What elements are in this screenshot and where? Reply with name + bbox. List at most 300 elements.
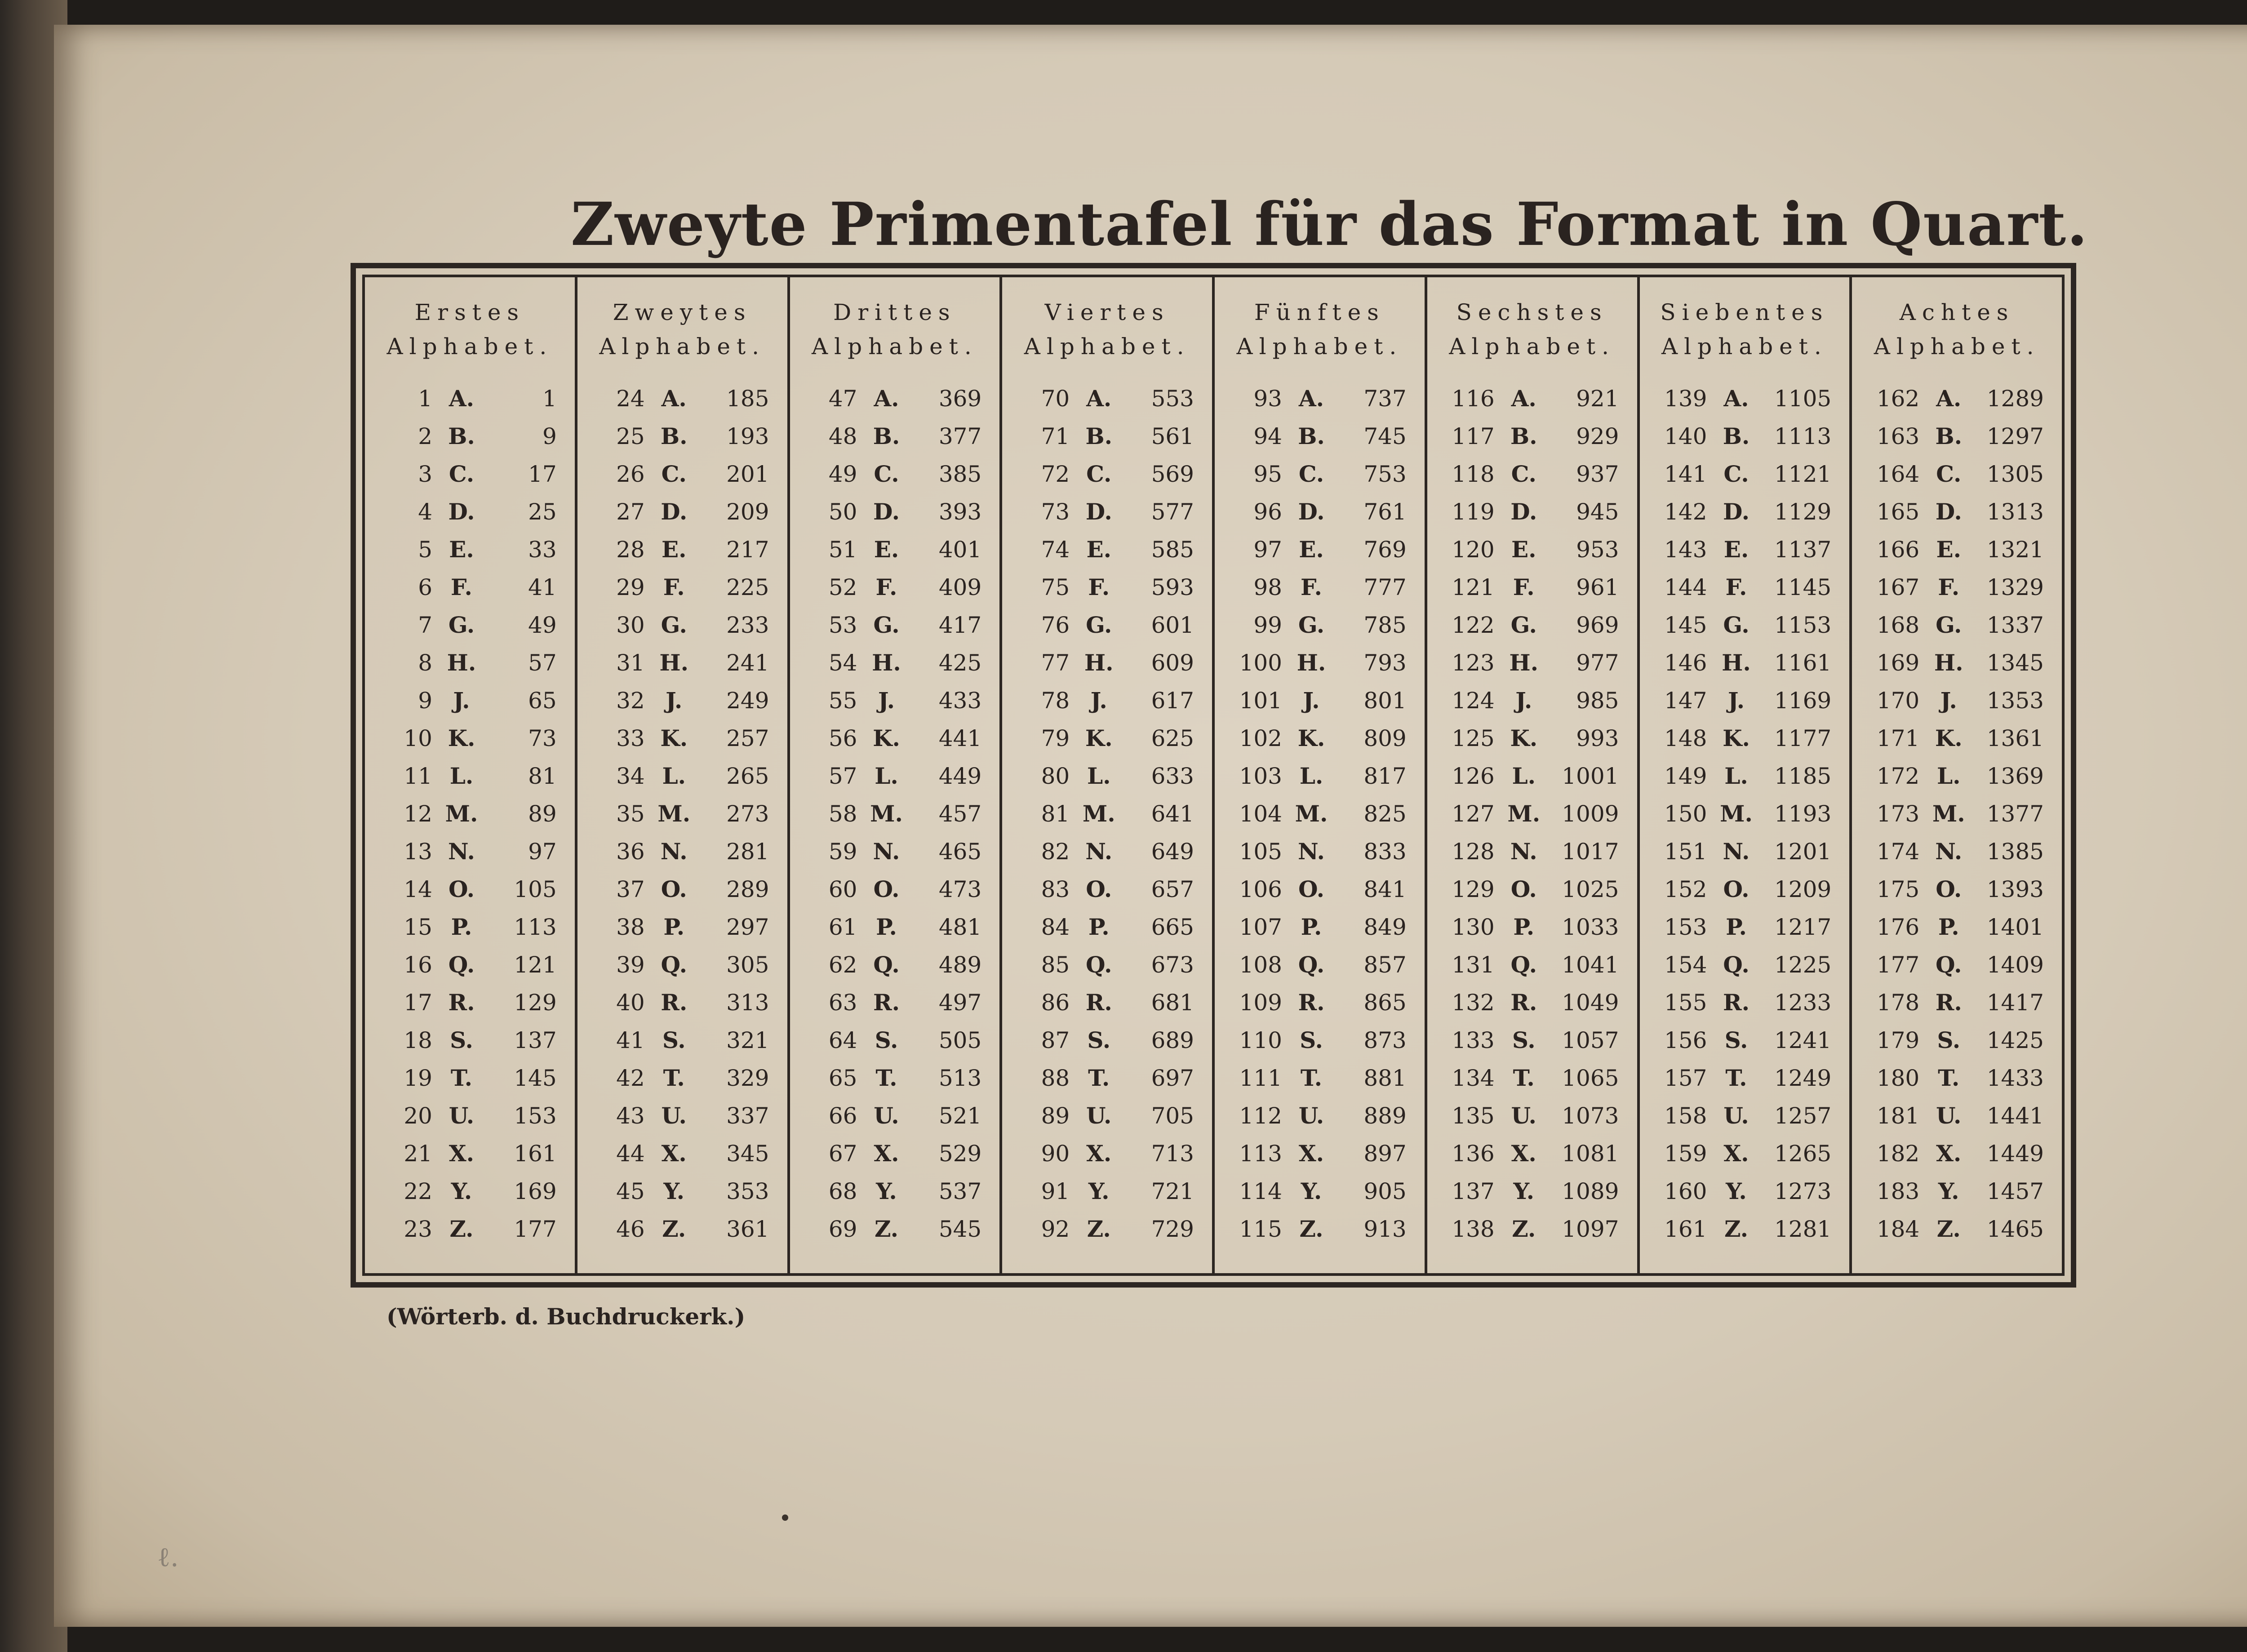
row-letter: J.	[453, 687, 470, 714]
table-row	[1427, 461, 1637, 498]
column-header	[1427, 295, 1637, 385]
column-header-ordinal: Viertes	[1044, 299, 1170, 325]
row-number: 51	[828, 537, 857, 563]
row-number: 55	[828, 688, 857, 714]
row-number: 36	[616, 839, 645, 865]
row-value: 361	[726, 1216, 769, 1242]
row-value: 153	[514, 1103, 557, 1129]
table-row	[790, 423, 1000, 461]
row-number: 153	[1664, 914, 1707, 940]
row-value: 633	[1151, 763, 1194, 789]
table-row	[1002, 725, 1212, 763]
row-letter: A.	[1086, 385, 1112, 412]
row-number: 128	[1452, 839, 1495, 865]
table-row	[1002, 1065, 1212, 1102]
row-letter: U.	[1086, 1102, 1112, 1129]
row-letter: A.	[661, 385, 687, 412]
row-letter: C.	[1511, 461, 1536, 487]
column-header-alphabet: Alphabet.	[1874, 333, 2040, 360]
row-letter: O.	[873, 876, 900, 902]
row-number: 11	[404, 763, 432, 789]
row-number: 86	[1041, 990, 1070, 1016]
table-row	[1640, 1102, 1850, 1140]
row-letter: N.	[873, 838, 900, 865]
row-number: 12	[404, 801, 432, 827]
row-value: 617	[1151, 688, 1194, 714]
row-value: 969	[1576, 612, 1619, 638]
row-letter: N.	[1510, 838, 1537, 865]
row-letter: T.	[1938, 1065, 1960, 1091]
table-row	[1852, 1178, 2062, 1216]
row-value: 945	[1576, 499, 1619, 525]
row-value: 473	[938, 876, 982, 902]
row-number: 161	[1664, 1216, 1707, 1242]
row-number: 16	[404, 952, 432, 978]
row-value: 1265	[1774, 1141, 1832, 1167]
row-number: 137	[1452, 1178, 1495, 1204]
table-row	[1215, 876, 1425, 914]
row-value: 353	[726, 1178, 769, 1204]
row-value: 1465	[1986, 1216, 2044, 1242]
row-value: 1145	[1774, 574, 1832, 600]
table-row	[1215, 725, 1425, 763]
row-letter: Z.	[1512, 1216, 1536, 1242]
row-number: 113	[1239, 1141, 1282, 1167]
table-row	[365, 1027, 575, 1065]
row-number: 54	[828, 650, 857, 676]
table-row	[1640, 800, 1850, 838]
row-value: 865	[1363, 990, 1407, 1016]
row-number: 120	[1452, 537, 1495, 563]
row-value: 1009	[1562, 801, 1619, 827]
table-row	[790, 838, 1000, 876]
row-number: 159	[1664, 1141, 1707, 1167]
row-number: 41	[616, 1027, 645, 1053]
alphabet-column	[577, 277, 790, 1273]
row-letter: Z.	[1724, 1216, 1749, 1242]
row-letter: D.	[661, 498, 688, 525]
row-number: 101	[1239, 688, 1282, 714]
table-row	[577, 536, 787, 574]
row-value: 1081	[1562, 1141, 1619, 1167]
row-letter: A.	[874, 385, 899, 412]
row-value: 97	[528, 839, 557, 865]
row-number: 69	[828, 1216, 857, 1242]
table-row	[1427, 876, 1637, 914]
row-letter: Y.	[876, 1178, 897, 1204]
row-number: 34	[616, 763, 645, 789]
table-row	[1002, 461, 1212, 498]
table-row	[577, 951, 787, 989]
row-number: 29	[616, 574, 645, 600]
row-letter: F.	[1513, 574, 1535, 600]
row-number: 32	[616, 688, 645, 714]
row-letter: H.	[1934, 649, 1963, 676]
row-number: 19	[404, 1065, 432, 1091]
row-number: 87	[1041, 1027, 1070, 1053]
table-row	[577, 1065, 787, 1102]
page-title: Zweyte Primentafel für das Format in Quart.	[571, 190, 2089, 259]
row-letter: J.	[1090, 687, 1107, 714]
row-value: 873	[1363, 1027, 1407, 1053]
row-number: 136	[1452, 1141, 1495, 1167]
row-number: 53	[828, 612, 857, 638]
table-row	[790, 687, 1000, 725]
table-row	[1640, 612, 1850, 649]
row-letter: J.	[1940, 687, 1957, 714]
row-number: 89	[1041, 1103, 1070, 1129]
row-value: 345	[726, 1141, 769, 1167]
row-number: 121	[1452, 574, 1495, 600]
row-letter: L.	[1936, 763, 1961, 789]
row-number: 138	[1452, 1216, 1495, 1242]
row-letter: M.	[445, 800, 478, 827]
column-header-alphabet: Alphabet.	[599, 333, 765, 360]
row-number: 126	[1452, 763, 1495, 789]
row-value: 1065	[1562, 1065, 1619, 1091]
row-letter: X.	[449, 1140, 475, 1167]
row-value: 681	[1151, 990, 1194, 1016]
row-number: 118	[1452, 461, 1495, 487]
row-value: 897	[1363, 1141, 1407, 1167]
row-number: 81	[1041, 801, 1070, 827]
row-letter: L.	[1512, 763, 1536, 789]
row-letter: U.	[874, 1102, 899, 1129]
row-letter: L.	[1299, 763, 1323, 789]
table-row	[1852, 1140, 2062, 1178]
alphabet-column	[1215, 277, 1427, 1273]
row-number: 2	[418, 423, 432, 449]
row-letter: R.	[448, 989, 475, 1016]
table-row	[577, 1027, 787, 1065]
row-number: 42	[616, 1065, 645, 1091]
row-value: 1241	[1774, 1027, 1832, 1053]
row-number: 30	[616, 612, 645, 638]
alphabet-column	[790, 277, 1003, 1273]
row-letter: B.	[1298, 423, 1325, 449]
row-letter: J.	[878, 687, 895, 714]
table-row	[1215, 461, 1425, 498]
row-number: 80	[1041, 763, 1070, 789]
row-letter: D.	[1085, 498, 1112, 525]
table-row	[1852, 687, 2062, 725]
table-row	[577, 574, 787, 612]
row-number: 135	[1452, 1103, 1495, 1129]
table-row	[365, 951, 575, 989]
row-letter: X.	[1298, 1140, 1324, 1167]
row-value: 721	[1151, 1178, 1194, 1204]
table-row	[1427, 536, 1637, 574]
row-letter: X.	[874, 1140, 899, 1167]
table-row	[1215, 536, 1425, 574]
row-number: 14	[404, 876, 432, 902]
table-row	[1002, 989, 1212, 1027]
row-value: 481	[938, 914, 982, 940]
row-number: 167	[1876, 574, 1920, 600]
row-value: 105	[514, 876, 557, 902]
row-number: 116	[1452, 386, 1495, 412]
row-letter: O.	[1510, 876, 1537, 902]
row-value: 225	[726, 574, 769, 600]
row-letter: G.	[1298, 612, 1325, 638]
table-row	[790, 763, 1000, 800]
row-letter: J.	[1727, 687, 1745, 714]
table-row	[790, 1216, 1000, 1253]
row-letter: K.	[448, 725, 475, 751]
table-row	[790, 612, 1000, 649]
row-letter: Y.	[1088, 1178, 1110, 1204]
table-row	[577, 649, 787, 687]
row-number: 40	[616, 990, 645, 1016]
table-row	[365, 1178, 575, 1216]
row-number: 148	[1664, 725, 1707, 751]
row-letter: G.	[448, 612, 475, 638]
table-row	[1640, 385, 1850, 423]
table-row	[1427, 574, 1637, 612]
row-number: 84	[1041, 914, 1070, 940]
row-number: 5	[418, 537, 432, 563]
table-row	[1427, 687, 1637, 725]
row-number: 124	[1452, 688, 1495, 714]
row-letter: H.	[447, 649, 476, 676]
table-row	[1852, 649, 2062, 687]
row-letter: L.	[449, 763, 474, 789]
row-letter: Q.	[1723, 951, 1750, 978]
row-number: 111	[1239, 1065, 1282, 1091]
row-number: 155	[1664, 990, 1707, 1016]
table-row	[1852, 423, 2062, 461]
row-value: 1249	[1774, 1065, 1832, 1091]
row-letter: C.	[1086, 461, 1112, 487]
table-row	[1852, 1102, 2062, 1140]
row-number: 177	[1876, 952, 1920, 978]
row-letter: B.	[1935, 423, 1963, 449]
row-number: 4	[418, 499, 432, 525]
row-number: 130	[1452, 914, 1495, 940]
row-number: 141	[1664, 461, 1707, 487]
row-letter: Y.	[1726, 1178, 1747, 1204]
row-number: 46	[616, 1216, 645, 1242]
row-number: 8	[418, 650, 432, 676]
row-letter: E.	[1936, 536, 1962, 563]
row-value: 625	[1151, 725, 1194, 751]
table-row	[790, 951, 1000, 989]
row-number: 164	[1876, 461, 1920, 487]
row-value: 705	[1151, 1103, 1194, 1129]
table-row	[1852, 763, 2062, 800]
table-row	[365, 800, 575, 838]
row-value: 929	[1576, 423, 1619, 449]
row-letter: K.	[660, 725, 688, 751]
row-value: 329	[726, 1065, 769, 1091]
table-row	[1427, 612, 1637, 649]
table-row	[1002, 1102, 1212, 1140]
column-header-alphabet: Alphabet.	[1024, 333, 1190, 360]
row-letter: D.	[448, 498, 475, 525]
row-letter: R.	[661, 989, 688, 1016]
row-number: 43	[616, 1103, 645, 1129]
row-number: 93	[1253, 386, 1282, 412]
row-number: 115	[1239, 1216, 1282, 1242]
row-number: 35	[616, 801, 645, 827]
table-row	[790, 1178, 1000, 1216]
table-row	[1640, 1027, 1850, 1065]
row-number: 68	[828, 1178, 857, 1204]
row-letter: K.	[1935, 725, 1963, 751]
row-value: 913	[1363, 1216, 1407, 1242]
row-letter: Z.	[1299, 1216, 1323, 1242]
row-number: 152	[1664, 876, 1707, 902]
table-row	[365, 536, 575, 574]
table-row	[1640, 914, 1850, 951]
table-row	[1215, 385, 1425, 423]
row-number: 85	[1041, 952, 1070, 978]
row-letter: A.	[1298, 385, 1324, 412]
column-header-ordinal: Siebentes	[1660, 299, 1829, 325]
table-row	[365, 1140, 575, 1178]
row-letter: Q.	[1510, 951, 1537, 978]
row-number: 170	[1876, 688, 1920, 714]
row-letter: Z.	[449, 1216, 474, 1242]
row-letter: M.	[1295, 800, 1328, 827]
row-number: 107	[1239, 914, 1282, 940]
row-number: 129	[1452, 876, 1495, 902]
row-value: 273	[726, 801, 769, 827]
row-value: 729	[1151, 1216, 1194, 1242]
row-value: 809	[1363, 725, 1407, 751]
row-value: 657	[1151, 876, 1194, 902]
row-value: 377	[938, 423, 982, 449]
row-value: 737	[1363, 386, 1407, 412]
row-value: 1409	[1986, 952, 2044, 978]
row-value: 489	[938, 952, 982, 978]
row-value: 289	[726, 876, 769, 902]
row-value: 1185	[1774, 763, 1832, 789]
row-value: 1425	[1986, 1027, 2044, 1053]
table-row	[790, 461, 1000, 498]
row-value: 1449	[1986, 1141, 2044, 1167]
table-row	[365, 876, 575, 914]
row-number: 61	[828, 914, 857, 940]
row-letter: D.	[873, 498, 900, 525]
row-value: 81	[528, 763, 557, 789]
table-row	[790, 800, 1000, 838]
row-letter: J.	[1515, 687, 1532, 714]
row-letter: S.	[1724, 1027, 1748, 1053]
row-letter: N.	[1298, 838, 1325, 865]
table-row	[577, 876, 787, 914]
row-letter: C.	[1936, 461, 1962, 487]
row-number: 20	[404, 1103, 432, 1129]
row-number: 103	[1239, 763, 1282, 789]
row-letter: M.	[1507, 800, 1541, 827]
row-value: 673	[1151, 952, 1194, 978]
row-value: 89	[528, 801, 557, 827]
row-number: 123	[1452, 650, 1495, 676]
row-letter: C.	[1723, 461, 1749, 487]
table-row	[365, 725, 575, 763]
row-letter: D.	[1723, 498, 1750, 525]
row-letter: X.	[1511, 1140, 1536, 1167]
table-row	[1640, 1065, 1850, 1102]
row-value: 1113	[1774, 423, 1832, 449]
row-value: 1161	[1774, 650, 1832, 676]
row-number: 74	[1041, 537, 1070, 563]
row-letter: F.	[1301, 574, 1322, 600]
row-letter: P.	[876, 914, 897, 940]
table-row	[577, 914, 787, 951]
table-row	[1852, 951, 2062, 989]
row-value: 1049	[1562, 990, 1619, 1016]
row-letter: P.	[1088, 914, 1110, 940]
table-row	[1002, 612, 1212, 649]
row-value: 401	[938, 537, 982, 563]
column-header	[1215, 295, 1425, 385]
table-row	[1002, 1216, 1212, 1253]
row-letter: O.	[1936, 876, 1962, 902]
row-letter: B.	[448, 423, 475, 449]
table-row	[1640, 725, 1850, 763]
row-number: 184	[1876, 1216, 1920, 1242]
table-row	[1427, 649, 1637, 687]
row-value: 505	[938, 1027, 982, 1053]
row-number: 78	[1041, 688, 1070, 714]
table-row	[1852, 838, 2062, 876]
alphabet-column	[1852, 277, 2062, 1273]
row-number: 59	[828, 839, 857, 865]
row-number: 149	[1664, 763, 1707, 789]
table-row	[1427, 914, 1637, 951]
row-value: 1393	[1986, 876, 2044, 902]
row-number: 95	[1253, 461, 1282, 487]
row-value: 169	[514, 1178, 557, 1204]
row-letter: A.	[1723, 385, 1749, 412]
row-value: 1297	[1986, 423, 2044, 449]
row-value: 9	[542, 423, 557, 449]
table-row	[1852, 1216, 2062, 1253]
row-number: 66	[828, 1103, 857, 1129]
row-value: 585	[1151, 537, 1194, 563]
row-number: 179	[1876, 1027, 1920, 1053]
table-row	[1002, 687, 1212, 725]
row-value: 137	[514, 1027, 557, 1053]
row-letter: F.	[1938, 574, 1960, 600]
column-header-alphabet: Alphabet.	[1661, 333, 1828, 360]
row-number: 44	[616, 1141, 645, 1167]
table-row	[577, 461, 787, 498]
row-value: 1289	[1986, 386, 2044, 412]
table-row	[1002, 1027, 1212, 1065]
row-value: 1225	[1774, 952, 1832, 978]
row-value: 121	[514, 952, 557, 978]
column-header-alphabet: Alphabet.	[812, 333, 978, 360]
row-number: 105	[1239, 839, 1282, 865]
row-value: 841	[1363, 876, 1407, 902]
row-number: 160	[1664, 1178, 1707, 1204]
row-value: 825	[1363, 801, 1407, 827]
row-value: 209	[726, 499, 769, 525]
row-number: 132	[1452, 990, 1495, 1016]
table-row	[790, 1102, 1000, 1140]
row-value: 1209	[1774, 876, 1832, 902]
row-value: 177	[514, 1216, 557, 1242]
row-value: 1201	[1774, 839, 1832, 865]
row-letter: U.	[1298, 1102, 1324, 1129]
row-letter: E.	[661, 536, 687, 563]
row-value: 537	[938, 1178, 982, 1204]
table-row	[365, 649, 575, 687]
row-value: 1257	[1774, 1103, 1832, 1129]
